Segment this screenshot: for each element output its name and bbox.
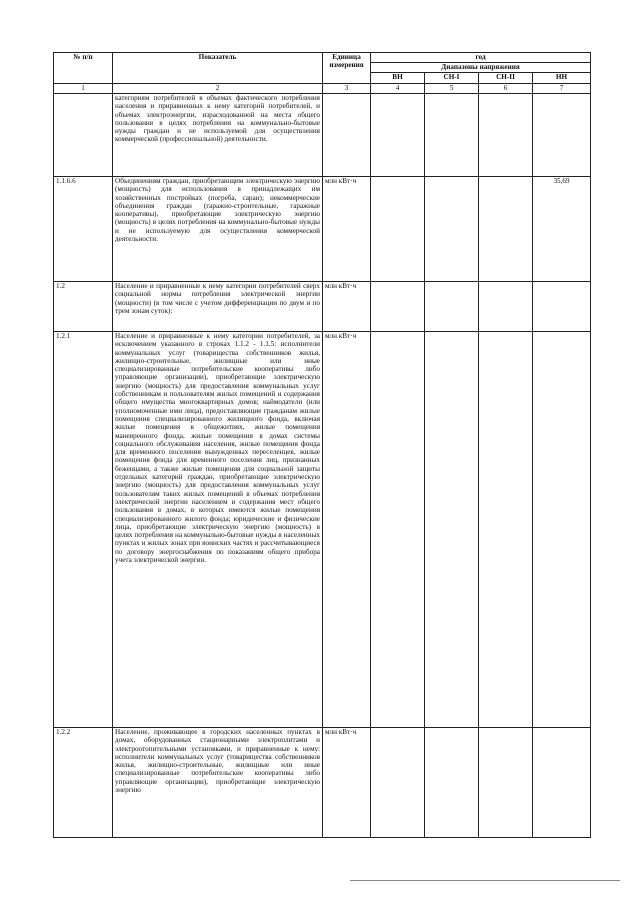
- row-indicator-text: Объединениям граждан, приобретающим электрическую энергию (мощность) для использования в принадлежащих им хозяйственных постройках (погреба, сараи); некоммерческие объединения граждан (гаражно-строительные, гаражные кооперативы), приобретающие электрическую энергию (мощность) в целях потребления на коммунально-бытовые нужды и не используемую для осуществления коммерческой деятельности.: [113, 177, 323, 282]
- table-row: [54, 94, 591, 177]
- row-value-nn: [533, 728, 591, 838]
- row-value-vn: [371, 177, 425, 282]
- row-indicator-text: Население и приравненные к нему категории потребителей сверх социальной нормы потребления электрической энергии (мощности) (в том числе с учетом дифференциации по двум и по трем зонам суток):: [113, 282, 323, 332]
- row-number: 1.2.1: [54, 332, 113, 728]
- row-value-sn2: [479, 332, 533, 728]
- row-value-vn: [371, 332, 425, 728]
- header-indicator: Показатель: [113, 53, 323, 84]
- row-value-sn1: [425, 728, 479, 838]
- row-number: [54, 94, 113, 177]
- column-number: 1: [54, 84, 113, 94]
- row-value-vn: [371, 94, 425, 177]
- header-num: № п/п: [54, 53, 113, 84]
- row-value-sn1: [425, 332, 479, 728]
- row-value-sn2: [479, 177, 533, 282]
- header-sn2: СН-II: [479, 73, 533, 84]
- table-row: [54, 177, 591, 282]
- row-value-sn2: [479, 282, 533, 332]
- row-value-sn2: [479, 94, 533, 177]
- column-number: 7: [533, 84, 591, 94]
- row-number: 1.1.6.6: [54, 177, 113, 282]
- column-number: 6: [479, 84, 533, 94]
- column-number: 2: [113, 84, 323, 94]
- footer-rule: [350, 880, 620, 881]
- header-sn1: СН-I: [425, 73, 479, 84]
- row-value-vn: [371, 728, 425, 838]
- header-unit: Единица измерения: [323, 53, 371, 84]
- row-unit: млн кВт·ч: [323, 282, 371, 332]
- row-unit: млн кВт·ч: [323, 332, 371, 728]
- row-value-vn: [371, 282, 425, 332]
- table-row: [54, 728, 591, 838]
- row-value-sn2: [479, 728, 533, 838]
- row-number: 1.2: [54, 282, 113, 332]
- table-row: [54, 332, 591, 728]
- column-number: 5: [425, 84, 479, 94]
- row-value-sn1: [425, 94, 479, 177]
- row-value-sn1: [425, 282, 479, 332]
- header-year: год: [371, 53, 591, 63]
- row-value-nn: [533, 332, 591, 728]
- row-unit: млн кВт·ч: [323, 177, 371, 282]
- row-unit: млн кВт·ч: [323, 728, 371, 838]
- header-vn: ВН: [371, 73, 425, 84]
- header-ranges: Диапазоны напряжения: [371, 63, 591, 73]
- row-unit: [323, 94, 371, 177]
- row-indicator-text: Население, проживающее в городских населенных пунктах в домах, оборудованных стационарными электроплитами и электроотопительными установками, и приравненные к нему: исполнители коммунальных услуг (товарищества собственников жилья, жилищно-строительные, жилищные или иные специализированные потребительские кооперативы либо управляющие организации), приобретающие электрическую энергию: [113, 728, 323, 838]
- column-number-row: [54, 84, 591, 94]
- header-row-1: [54, 53, 591, 63]
- header-nn: НН: [533, 73, 591, 84]
- row-value-nn: 35,69: [533, 177, 591, 282]
- row-value-nn: [533, 282, 591, 332]
- table-row: [54, 282, 591, 332]
- row-indicator-text: категориям потребителей в объемах фактического потребления населения и приравненных к нему категорий потребителей, и объемах электроэнергии, израсходованной на места общего пользования в целях потребления на коммунально-бытовые нужды граждан и не используемой для осуществления коммерческой (профессиональной) деятельности.: [113, 94, 323, 177]
- tariff-table: [53, 52, 591, 838]
- row-value-nn: [533, 94, 591, 177]
- column-number: 4: [371, 84, 425, 94]
- column-number: 3: [323, 84, 371, 94]
- row-indicator-text: Население и приравненные к нему категории потребителей, за исключением указанного в строках 1.1.2 - 1.1.5: исполнители коммунальных услуг (товарищества собственников жилья, жилищно-строительные, жилищные или иные специализированные потребительские кооперативы либо управляющие организации), приобретающие электрическую энергию (мощность) для предоставления коммунальных услуг собственникам и пользователям жилых помещений и содержания общего имущества многоквартирных домов; наймодатели (или уполномоченные ими лица), предоставляющие гражданам жилые помещения специализированного жилищного фонда, включая жилые помещения в общежитиях, жилые помещения маневренного фонда, жилые помещения в домах системы социального обслуживания населения, жилые помещения фонда для временного поселения вынужденных переселенцев, жилые помещения фонда для временного поселения лиц, признанных беженцами, а также жилые помещения для социальной защиты отдельных категорий граждан, приобретающие электрическую энергию (мощность) для предоставления коммунальных услуг пользователям таких жилых помещений в объемах потребления электрической энергии населением и содержания мест общего пользования в домах, в которых имеются жилые помещения специализированного жилого фонда; юридические и физические лица, приобретающие электрическую энергию (мощность) в целях потребления на коммунально-бытовые нужды в населенных пунктах и жилых зонах при воинских частях и рассчитывающиеся по договору энергоснабжения по показаниям общего прибора учета электрической энергии.: [113, 332, 323, 728]
- row-number: 1.2.2: [54, 728, 113, 838]
- row-value-sn1: [425, 177, 479, 282]
